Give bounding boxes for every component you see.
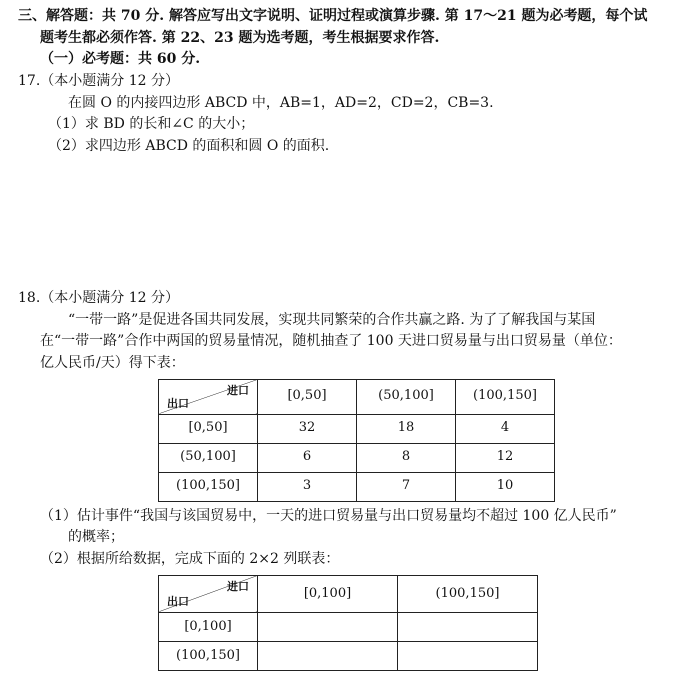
table-row: [159, 472, 555, 501]
q18-header: 18.（本小题满分 12 分）: [18, 289, 179, 306]
table-cell: 6: [258, 443, 357, 472]
column-header: (100,150]: [398, 575, 538, 612]
row-header: [0,50]: [159, 414, 258, 443]
table-cell: 4: [456, 414, 555, 443]
table-cell: 18: [357, 414, 456, 443]
row-header: (50,100]: [159, 443, 258, 472]
corner-label-export: 出口: [167, 396, 189, 410]
table-cell: 32: [258, 414, 357, 443]
table-row: [159, 612, 538, 641]
table-cell: 8: [357, 443, 456, 472]
table-cell: [258, 641, 398, 670]
row-header: (100,150]: [159, 641, 258, 670]
column-header: [0,50]: [258, 379, 357, 414]
column-header: (100,150]: [456, 379, 555, 414]
corner-label-export: 出口: [167, 594, 189, 608]
column-header: [0,100]: [258, 575, 398, 612]
q18-part1-line1: （1）估计事件“我国与该国贸易中，一天的进口贸易量与出口贸易量均不超过 100 亿人民币”: [40, 507, 617, 524]
section-instructions-line2: 题考生都必须作答. 第 22、23 题为选考题，考生根据要求作答.: [40, 29, 440, 46]
row-header: [0,100]: [159, 612, 258, 641]
table-header-row: [159, 379, 555, 414]
table-cell: 3: [258, 472, 357, 501]
q17-header: 17.（本小题满分 12 分）: [18, 73, 179, 90]
q17-part2: （2）求四边形 ABCD 的面积和圆 O 的面积.: [48, 138, 330, 155]
table-row: [159, 641, 538, 670]
section-subheading: （一）必考题：共 60 分.: [40, 51, 201, 68]
row-header: (100,150]: [159, 472, 258, 501]
corner-label-import: 进口: [227, 383, 249, 397]
q18-intro-line3: 亿人民币/天）得下表：: [40, 354, 185, 371]
q17-part1: （1）求 BD 的长和∠C 的大小；: [48, 116, 255, 133]
table-row: [159, 414, 555, 443]
answer-space: [18, 158, 674, 288]
table-cell: 7: [357, 472, 456, 501]
table-corner-cell: [159, 379, 258, 414]
table-cell: 12: [456, 443, 555, 472]
trade-volume-table: [158, 379, 555, 502]
contingency-table: [158, 575, 538, 671]
table-cell: [398, 612, 538, 641]
q17-stem: 在圆 O 的内接四边形 ABCD 中，AB=1，AD=2，CD=2，CB=3.: [68, 94, 494, 111]
table-cell: 10: [456, 472, 555, 501]
table-header-row: [159, 575, 538, 612]
corner-label-import: 进口: [227, 579, 249, 593]
q18-intro-line1: “一带一路”是促进各国共同发展，实现共同繁荣的合作共赢之路. 为了了解我国与某国: [68, 311, 596, 328]
q18-part2: （2）根据所给数据，完成下面的 2×2 列联表：: [40, 550, 340, 567]
q18-intro-line2: 在“一带一路”合作中两国的贸易量情况，随机抽查了 100 天进口贸易量与出口贸易量（单位：: [40, 333, 622, 350]
table-corner-cell: [159, 575, 258, 612]
table-row: [159, 443, 555, 472]
table-cell: [258, 612, 398, 641]
q18-part1-line2: 的概率；: [68, 529, 124, 546]
section-instructions-line1: 三、解答题：共 70 分. 解答应写出文字说明、证明过程或演算步骤. 第 17～21 题为必考题，每个试: [18, 8, 648, 24]
column-header: (50,100]: [357, 379, 456, 414]
table-cell: [398, 641, 538, 670]
